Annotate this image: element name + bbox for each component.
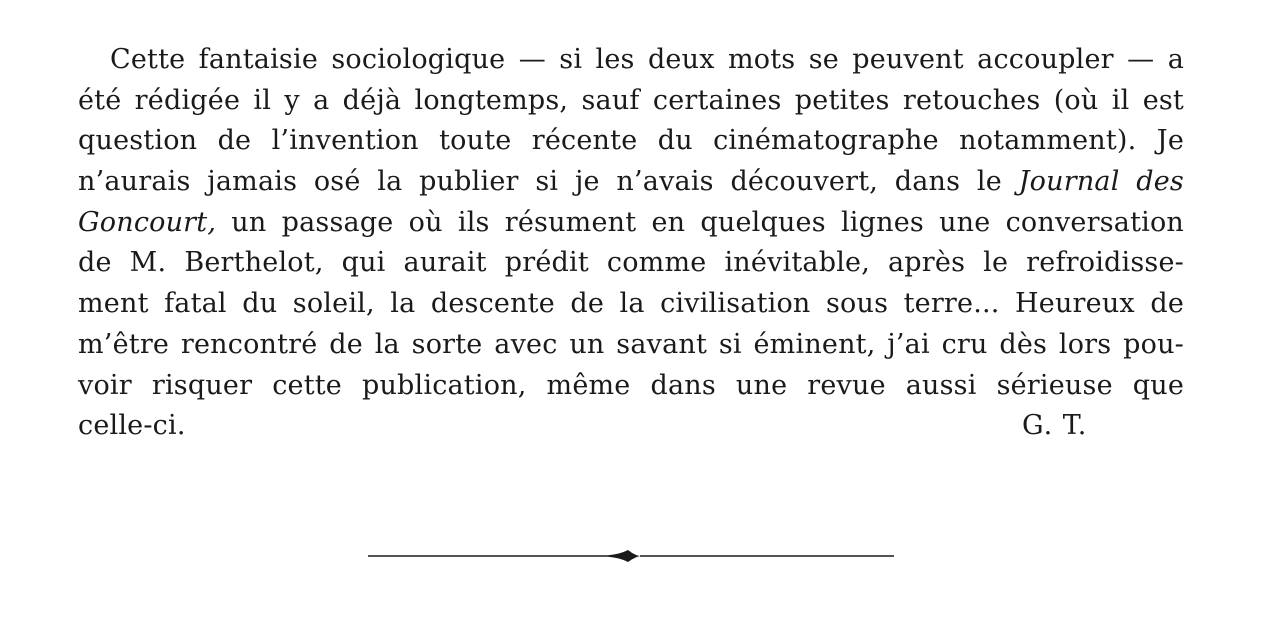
text-line-2: été rédigée il y a déjà longtemps, sauf certaines petites retouches (où il est [78,84,1184,116]
text-line-5-roman: un passage où ils résument en quelques lignes une conversation [231,206,1184,238]
signature: G. T. [1022,410,1088,442]
ornamental-rule-line [368,550,894,562]
journal-title-part-1: Journal des [1018,166,1184,198]
text-line-5 [78,203,1184,244]
text-line-1: Cette fantaisie sociologique — si les deux mots se peuvent accoupler — a [110,44,1184,75]
text-line-10-text: celle-ci. [78,410,186,442]
text-line-10 [78,406,1184,447]
text-line-3: question de l’invention toute récente du cinématographe notamment). Je [78,125,1184,157]
text-line-6: de M. Berthelot, qui aurait prédit comme inévitable, après le refroidisse- [78,247,1184,279]
text-line-4-roman: n’aurais jamais osé la publier si je n’avais découvert, dans le [78,166,1002,198]
author-note-paragraph [78,40,1184,447]
text-line-4 [78,162,1184,203]
text-line-9: voir risquer cette publication, même dans une revue aussi sérieuse que [78,369,1184,401]
text-line-7: ment fatal du soleil, la descente de la civilisation sous terre... Heureux de [78,288,1184,320]
ornamental-rule [368,545,894,567]
journal-title-part-2: Goncourt, [78,206,217,238]
text-line-8: m’être rencontré de la sorte avec un savant si éminent, j’ai cru dès lors pou- [78,328,1184,360]
